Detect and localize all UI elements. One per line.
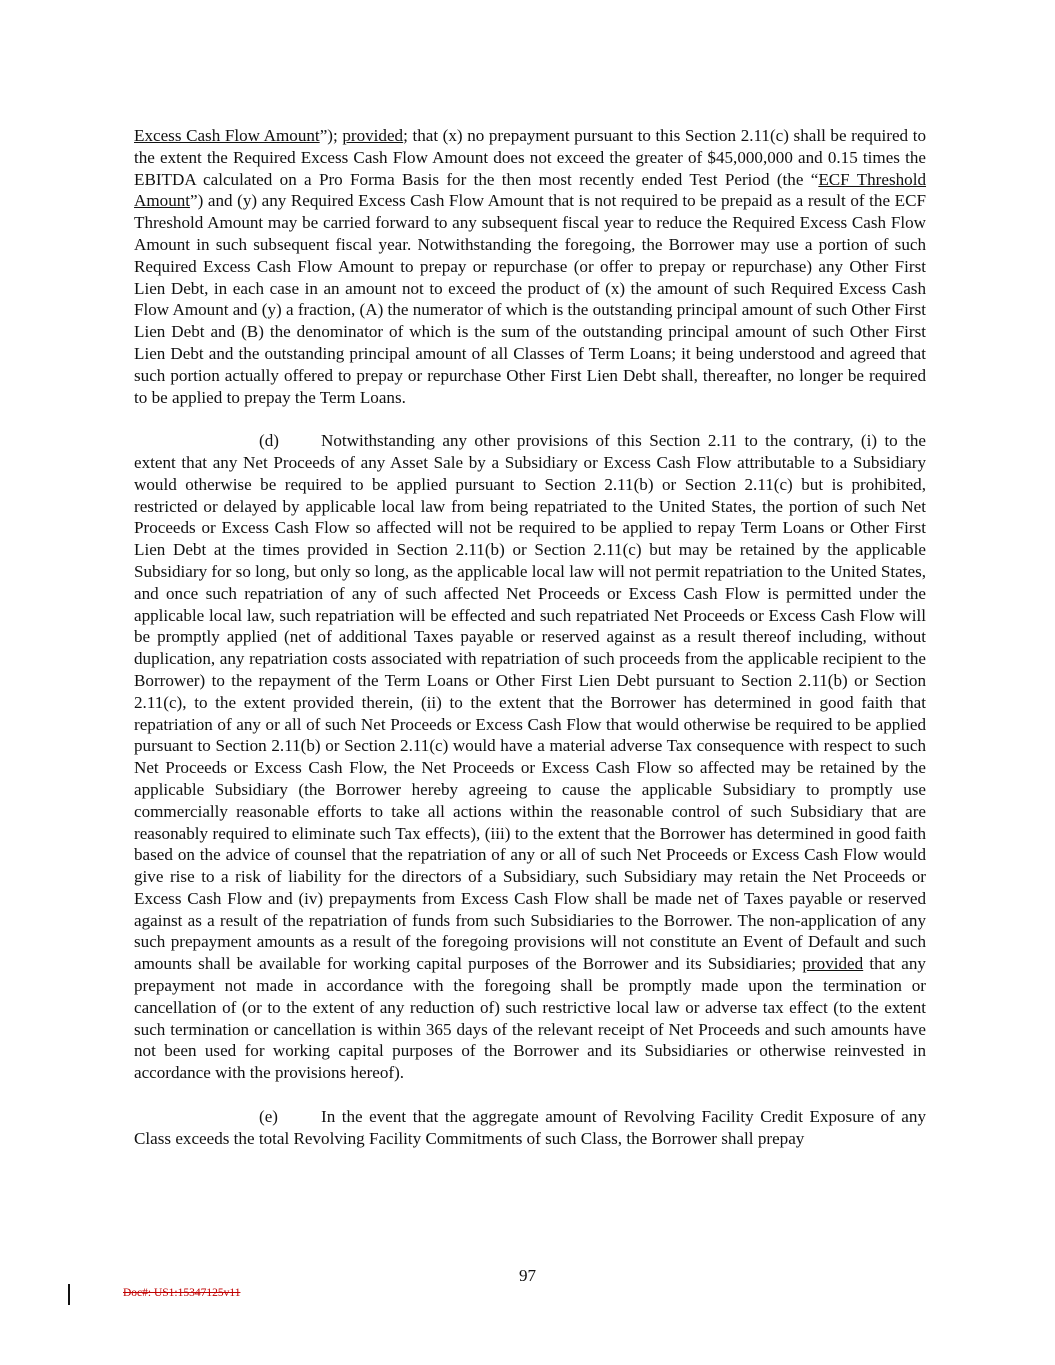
clause-marker-d: (d) <box>259 431 279 451</box>
text-segment: ”); <box>319 126 343 145</box>
provided-term: provided <box>802 954 864 974</box>
document-id: Doc#: US1:15347125v11 <box>123 1287 241 1299</box>
defined-term-required-excess-cash-flow-amount: Excess Cash Flow Amount <box>134 126 320 145</box>
text-segment: ”) and (y) any Required Excess Cash Flow Amount that is not required to be prepaid as a result of the ECF Threshold Amount may be carried forward to any subsequent fiscal year to reduce the Required Excess Cash Flow Amount in such subsequent fiscal year. Notwithstanding the foregoing, the Borrower may use a portion of such Required Excess Cash Flow Amount to prepay or repurchase (or offer to prepay or repurchase) any Other First Lien Debt, in each case in an amount not to exceed the product of (x) the amount of such Required Excess Cash Flow Amount and (y) a fraction, (A) the numerator of which is the outstanding principal amount of such Other First Lien Debt and (B) the denominator of which is the sum of the outstanding principal amount of such Other First Lien Debt and the outstanding principal amount of all Classes of Term Loans; it being understood and agreed that such portion actually offered to prepay or repurchase Other First Lien Debt shall, thereafter, no longer be required to be applied to prepay the Term Loans. <box>134 191 926 407</box>
paragraph-continuation <box>134 125 926 408</box>
revision-change-bar <box>68 1284 70 1305</box>
text-segment: In the event that the aggregate amount of Revolving Facility Credit Exposure of any Class exceeds the total Revolving Facility Commitments of such Class, the Borrower shall prepay <box>134 1106 926 1148</box>
paragraph-section-e <box>134 1106 926 1150</box>
text-segment: that any prepayment not made in accordance with the foregoing shall be promptly made upon the termination or cancellation of (or to the extent of any reduction of) such restrictive local law or adverse tax effect (to the extent such termination or cancellation is within 365 days of the relevant receipt of Net Proceeds and such amounts have not been used for working capital purposes of the Borrower and its Subsidiaries or otherwise reinvested in accordance with the provisions hereof). <box>134 954 926 1083</box>
text-segment: Notwithstanding any other provisions of this Section 2.11 to the contrary, (i) to the extent that any Net Proceeds of any Asset Sale by a Subsidiary or Excess Cash Flow attributable to a Subsidiary would otherwise be required to be applied pursuant to Section 2.11(b) or Section 2.11(c) but is prohibited, restricted or delayed by applicable local law from being repatriated to the United States, the portion of such Net Proceeds or Excess Cash Flow so affected will not be required to be applied to repay Term Loans or Other First Lien Debt at the times provided in Section 2.11(b) or Section 2.11(c) but may be retained by the applicable Subsidiary for so long, but only so long, as the applicable local law will not permit repatriation to the United States, and once such repatriation of any of such affected Net Proceeds or Excess Cash Flow is permitted under the applicable local law, such repatriation will be effected and such repatriated Net Proceeds or Excess Cash Flow will be promptly applied (net of additional Taxes payable or reserved against as a result thereof including, without duplication, any repatriation costs associated with repatriation of such proceeds from the applicable recipient to the Borrower) to the repayment of the Term Loans or Other First Lien Debt pursuant to Section 2.11(b) or Section 2.11(c), to the extent provided therein, (ii) to the extent that the Borrower has determined in good faith that repatriation of any or all of such Net Proceeds or Excess Cash Flow that would otherwise be required to be applied pursuant to Section 2.11(b) or Section 2.11(c) would have a material adverse Tax consequence with respect to such Net Proceeds or Excess Cash Flow, the Net Proceeds or Excess Cash Flow so affected may be retained by the applicable Subsidiary (the Borrower hereby agreeing to cause the applicable Subsidiary to promptly use commercially reasonable efforts to take all actions within the reasonable control of such Subsidiary that are reasonably required to eliminate such Tax effects), (iii) to the extent that the Borrower has determined in good faith based on the advice of counsel that the repatriation of any or all of such Net Proceeds or Excess Cash Flow would give rise to a risk of liability for the directors of a Subsidiary, such Subsidiary may retain the Net Proceeds or Excess Cash Flow and (iv) prepayments from Excess Cash Flow shall be made net of Taxes payable or reserved against as a result of the repatriation of funds from such Subsidiaries to the Borrower. The non-application of any such prepayment amounts as a result of the foregoing provisions will not constitute an Event of Default and such amounts shall be available for working capital purposes of the Borrower and its Subsidiaries; <box>134 431 926 974</box>
provided-term: provided <box>342 126 404 145</box>
defined-term-ecf-threshold-amount: ECF Threshold Amount <box>134 169 927 211</box>
page-number: 97 <box>518 1266 537 1285</box>
text-segment: ; that (x) no prepayment pursuant to this Section 2.11(c) shall be required to the extent the Required Excess Cash Flow Amount does not exceed the greater of $45,000,000 and 0.15 times the EBITDA calculated on a Pro Forma Basis for the then most recently ended Test Period (the “ <box>134 126 926 189</box>
document-body <box>134 125 926 1149</box>
clause-marker-e: (e) <box>259 1106 278 1126</box>
paragraph-section-d <box>134 430 926 1084</box>
